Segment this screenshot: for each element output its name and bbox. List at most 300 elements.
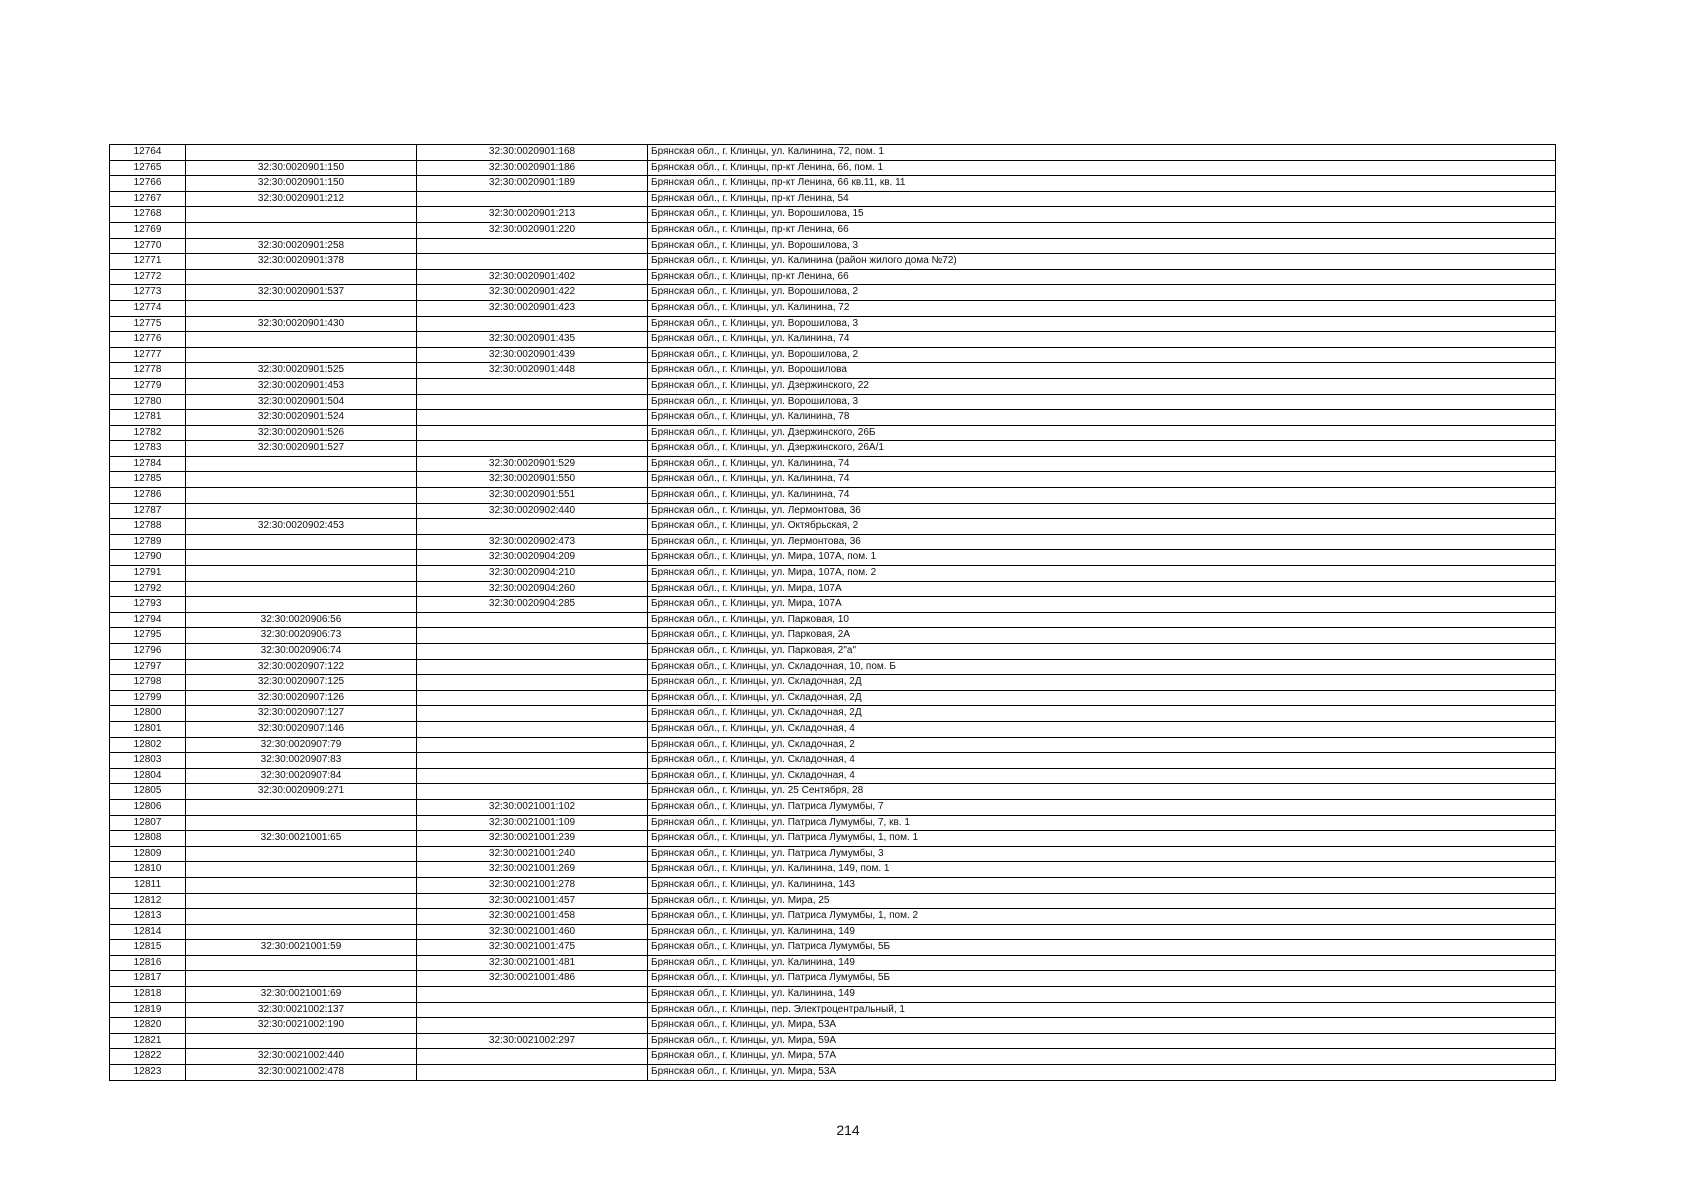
address-cell: Брянская обл., г. Клинцы, ул. Мира, 107А, пом. 1 (648, 550, 1556, 566)
row-number-cell: 12804 (110, 768, 186, 784)
address-cell: Брянская обл., г. Клинцы, ул. Патриса Лумумбы, 5Б (648, 971, 1556, 987)
table-row (110, 909, 1556, 925)
address-cell: Брянская обл., г. Клинцы, ул. Патриса Лумумбы, 5Б (648, 940, 1556, 956)
address-cell: Брянская обл., г. Клинцы, ул. Ворошилова, 3 (648, 238, 1556, 254)
object-cadastral-number-cell (417, 644, 648, 660)
address-cell: Брянская обл., г. Клинцы, ул. Ворошилова, 3 (648, 316, 1556, 332)
cadastral-number-cell (186, 456, 417, 472)
address-cell: Брянская обл., г. Клинцы, ул. Дзержинского, 26Б (648, 425, 1556, 441)
cadastral-number-cell (186, 815, 417, 831)
row-number-cell: 12807 (110, 815, 186, 831)
object-cadastral-number-cell: 32:30:0020901:448 (417, 363, 648, 379)
table-row (110, 410, 1556, 426)
address-cell: Брянская обл., г. Клинцы, ул. Калинина, 149 (648, 924, 1556, 940)
table-row (110, 316, 1556, 332)
object-cadastral-number-cell: 32:30:0020901:529 (417, 456, 648, 472)
address-cell: Брянская обл., г. Клинцы, ул. Калинина, 149 (648, 987, 1556, 1003)
row-number-cell: 12775 (110, 316, 186, 332)
table-row (110, 831, 1556, 847)
cadastral-number-cell (186, 347, 417, 363)
object-cadastral-number-cell (417, 1049, 648, 1065)
object-cadastral-number-cell (417, 254, 648, 270)
address-cell: Брянская обл., г. Клинцы, пр-кт Ленина, 66 кв.11, кв. 11 (648, 176, 1556, 192)
object-cadastral-number-cell (417, 410, 648, 426)
cadastral-number-cell (186, 581, 417, 597)
cadastral-number-cell: 32:30:0020907:83 (186, 753, 417, 769)
row-number-cell: 12808 (110, 831, 186, 847)
row-number-cell: 12817 (110, 971, 186, 987)
address-cell: Брянская обл., г. Клинцы, ул. Калинина, 72, пом. 1 (648, 145, 1556, 161)
cadastral-number-cell: 32:30:0020906:56 (186, 612, 417, 628)
object-cadastral-number-cell (417, 519, 648, 535)
object-cadastral-number-cell: 32:30:0020901:189 (417, 176, 648, 192)
cadastral-number-cell: 32:30:0021002:137 (186, 1002, 417, 1018)
address-cell: Брянская обл., г. Клинцы, ул. Октябрьская, 2 (648, 519, 1556, 535)
table-row (110, 721, 1556, 737)
table-row (110, 332, 1556, 348)
row-number-cell: 12770 (110, 238, 186, 254)
cadastral-number-cell (186, 971, 417, 987)
object-cadastral-number-cell (417, 1002, 648, 1018)
table-row (110, 160, 1556, 176)
address-cell: Брянская обл., г. Клинцы, ул. Дзержинского, 22 (648, 378, 1556, 394)
address-cell: Брянская обл., г. Клинцы, ул. Складочная, 2 (648, 737, 1556, 753)
row-number-cell: 12787 (110, 503, 186, 519)
object-cadastral-number-cell (417, 987, 648, 1003)
address-cell: Брянская обл., г. Клинцы, пр-кт Ленина, 66 (648, 222, 1556, 238)
cadastral-number-cell (186, 893, 417, 909)
object-cadastral-number-cell (417, 1065, 648, 1081)
row-number-cell: 12793 (110, 597, 186, 613)
row-number-cell: 12783 (110, 441, 186, 457)
cadastral-number-cell: 32:30:0020907:84 (186, 768, 417, 784)
table-row (110, 1002, 1556, 1018)
cadastral-number-cell (186, 503, 417, 519)
row-number-cell: 12820 (110, 1018, 186, 1034)
cadastral-number-cell: 32:30:0020907:122 (186, 659, 417, 675)
address-cell: Брянская обл., г. Клинцы, ул. Дзержинского, 26А/1 (648, 441, 1556, 457)
table-row (110, 924, 1556, 940)
object-cadastral-number-cell (417, 768, 648, 784)
row-number-cell: 12774 (110, 300, 186, 316)
object-cadastral-number-cell: 32:30:0020901:422 (417, 285, 648, 301)
cadastral-number-cell (186, 488, 417, 504)
table-row (110, 955, 1556, 971)
cadastral-number-cell: 32:30:0020907:146 (186, 721, 417, 737)
row-number-cell: 12798 (110, 675, 186, 691)
object-cadastral-number-cell: 32:30:0020901:550 (417, 472, 648, 488)
row-number-cell: 12790 (110, 550, 186, 566)
row-number-cell: 12815 (110, 940, 186, 956)
object-cadastral-number-cell: 32:30:0020902:440 (417, 503, 648, 519)
row-number-cell: 12803 (110, 753, 186, 769)
row-number-cell: 12819 (110, 1002, 186, 1018)
cadastral-number-cell: 32:30:0020901:258 (186, 238, 417, 254)
object-cadastral-number-cell (417, 1018, 648, 1034)
cadastral-number-cell (186, 799, 417, 815)
object-cadastral-number-cell (417, 238, 648, 254)
address-cell: Брянская обл., г. Клинцы, пр-кт Ленина, 66 (648, 269, 1556, 285)
cadastral-number-cell (186, 597, 417, 613)
cadastral-number-cell (186, 877, 417, 893)
object-cadastral-number-cell: 32:30:0020901:423 (417, 300, 648, 316)
table-row (110, 846, 1556, 862)
object-cadastral-number-cell (417, 378, 648, 394)
address-cell: Брянская обл., г. Клинцы, ул. Калинина, 74 (648, 488, 1556, 504)
table-row (110, 425, 1556, 441)
object-cadastral-number-cell: 32:30:0020901:186 (417, 160, 648, 176)
cadastral-number-cell: 32:30:0021001:65 (186, 831, 417, 847)
table-row (110, 612, 1556, 628)
address-cell: Брянская обл., г. Клинцы, ул. Калинина, 149, пом. 1 (648, 862, 1556, 878)
row-number-cell: 12802 (110, 737, 186, 753)
cadastral-number-cell (186, 145, 417, 161)
cadastral-number-cell (186, 1033, 417, 1049)
row-number-cell: 12773 (110, 285, 186, 301)
table-row (110, 394, 1556, 410)
row-number-cell: 12811 (110, 877, 186, 893)
table-row (110, 550, 1556, 566)
row-number-cell: 12765 (110, 160, 186, 176)
cadastral-number-cell: 32:30:0020901:150 (186, 160, 417, 176)
address-cell: Брянская обл., г. Клинцы, ул. Лермонтова, 36 (648, 503, 1556, 519)
address-cell: Брянская обл., г. Клинцы, ул. Мира, 53А (648, 1065, 1556, 1081)
address-cell: Брянская обл., г. Клинцы, ул. 25 Сентября, 28 (648, 784, 1556, 800)
object-cadastral-number-cell: 32:30:0021001:458 (417, 909, 648, 925)
table-row (110, 581, 1556, 597)
cadastral-number-cell (186, 300, 417, 316)
object-cadastral-number-cell: 32:30:0020901:435 (417, 332, 648, 348)
address-cell: Брянская обл., г. Клинцы, ул. Патриса Лумумбы, 7 (648, 799, 1556, 815)
row-number-cell: 12789 (110, 534, 186, 550)
cadastral-number-cell (186, 534, 417, 550)
address-cell: Брянская обл., г. Клинцы, ул. Ворошилова, 15 (648, 207, 1556, 223)
row-number-cell: 12764 (110, 145, 186, 161)
object-cadastral-number-cell: 32:30:0020904:285 (417, 597, 648, 613)
table-row (110, 940, 1556, 956)
address-cell: Брянская обл., г. Клинцы, ул. Калинина, 143 (648, 877, 1556, 893)
object-cadastral-number-cell: 32:30:0021001:109 (417, 815, 648, 831)
object-cadastral-number-cell: 32:30:0021001:102 (417, 799, 648, 815)
object-cadastral-number-cell (417, 659, 648, 675)
object-cadastral-number-cell: 32:30:0021001:460 (417, 924, 648, 940)
table-row (110, 222, 1556, 238)
cadastral-number-cell: 32:30:0021001:69 (186, 987, 417, 1003)
address-cell: Брянская обл., г. Клинцы, ул. Парковая, 2"а" (648, 644, 1556, 660)
cadastral-number-cell: 32:30:0020906:74 (186, 644, 417, 660)
table-row (110, 659, 1556, 675)
object-cadastral-number-cell: 32:30:0021001:486 (417, 971, 648, 987)
object-cadastral-number-cell: 32:30:0021001:278 (417, 877, 648, 893)
table-row (110, 363, 1556, 379)
row-number-cell: 12785 (110, 472, 186, 488)
row-number-cell: 12784 (110, 456, 186, 472)
row-number-cell: 12768 (110, 207, 186, 223)
table-row (110, 1018, 1556, 1034)
cadastral-number-cell: 32:30:0021002:190 (186, 1018, 417, 1034)
cadastral-number-cell: 32:30:0020901:537 (186, 285, 417, 301)
address-cell: Брянская обл., г. Клинцы, ул. Мира, 57А (648, 1049, 1556, 1065)
table-row (110, 176, 1556, 192)
address-cell: Брянская обл., г. Клинцы, ул. Патриса Лумумбы, 3 (648, 846, 1556, 862)
address-cell: Брянская обл., г. Клинцы, ул. Патриса Лумумбы, 7, кв. 1 (648, 815, 1556, 831)
cadastral-number-cell (186, 862, 417, 878)
object-cadastral-number-cell (417, 441, 648, 457)
cadastral-number-cell: 32:30:0020901:526 (186, 425, 417, 441)
row-number-cell: 12794 (110, 612, 186, 628)
cadastral-number-cell (186, 269, 417, 285)
table-row (110, 378, 1556, 394)
table-row (110, 971, 1556, 987)
row-number-cell: 12797 (110, 659, 186, 675)
table-row (110, 877, 1556, 893)
address-cell: Брянская обл., г. Клинцы, ул. Калинина (район жилого дома №72) (648, 254, 1556, 270)
object-cadastral-number-cell: 32:30:0021001:269 (417, 862, 648, 878)
cadastral-number-cell: 32:30:0021001:59 (186, 940, 417, 956)
cadastral-number-cell (186, 909, 417, 925)
cadastral-number-cell (186, 924, 417, 940)
object-cadastral-number-cell: 32:30:0020901:168 (417, 145, 648, 161)
address-cell: Брянская обл., г. Клинцы, ул. Калинина, 78 (648, 410, 1556, 426)
table-row (110, 534, 1556, 550)
object-cadastral-number-cell: 32:30:0021001:457 (417, 893, 648, 909)
cadastral-number-cell: 32:30:0021002:478 (186, 1065, 417, 1081)
object-cadastral-number-cell: 32:30:0020904:210 (417, 566, 648, 582)
address-cell: Брянская обл., г. Клинцы, ул. Ворошилова, 2 (648, 347, 1556, 363)
object-cadastral-number-cell (417, 737, 648, 753)
table-row (110, 675, 1556, 691)
table-row (110, 597, 1556, 613)
row-number-cell: 12788 (110, 519, 186, 535)
object-cadastral-number-cell (417, 612, 648, 628)
object-cadastral-number-cell: 32:30:0020901:402 (417, 269, 648, 285)
cadastral-number-cell: 32:30:0020909:271 (186, 784, 417, 800)
address-cell: Брянская обл., г. Клинцы, ул. Мира, 107А (648, 581, 1556, 597)
address-cell: Брянская обл., г. Клинцы, ул. Складочная, 2Д (648, 675, 1556, 691)
cadastral-number-cell: 32:30:0020901:504 (186, 394, 417, 410)
row-number-cell: 12781 (110, 410, 186, 426)
address-cell: Брянская обл., г. Клинцы, ул. Складочная, 2Д (648, 706, 1556, 722)
address-cell: Брянская обл., г. Клинцы, ул. Мира, 107А (648, 597, 1556, 613)
cadastral-number-cell (186, 846, 417, 862)
object-cadastral-number-cell (417, 690, 648, 706)
table-row (110, 815, 1556, 831)
row-number-cell: 12812 (110, 893, 186, 909)
row-number-cell: 12780 (110, 394, 186, 410)
registry-table (109, 144, 1556, 1081)
row-number-cell: 12813 (110, 909, 186, 925)
address-cell: Брянская обл., г. Клинцы, пер. Электроцентральный, 1 (648, 1002, 1556, 1018)
address-cell: Брянская обл., г. Клинцы, ул. Складочная, 4 (648, 768, 1556, 784)
table-row (110, 191, 1556, 207)
object-cadastral-number-cell (417, 784, 648, 800)
object-cadastral-number-cell: 32:30:0021002:297 (417, 1033, 648, 1049)
table-row (110, 737, 1556, 753)
table-row (110, 488, 1556, 504)
cadastral-number-cell: 32:30:0020901:524 (186, 410, 417, 426)
row-number-cell: 12777 (110, 347, 186, 363)
row-number-cell: 12779 (110, 378, 186, 394)
table-row (110, 472, 1556, 488)
table-row (110, 1033, 1556, 1049)
address-cell: Брянская обл., г. Клинцы, ул. Мира, 25 (648, 893, 1556, 909)
table-row (110, 644, 1556, 660)
address-cell: Брянская обл., г. Клинцы, ул. Калинина, 149 (648, 955, 1556, 971)
object-cadastral-number-cell: 32:30:0020901:213 (417, 207, 648, 223)
object-cadastral-number-cell (417, 628, 648, 644)
table-row (110, 503, 1556, 519)
row-number-cell: 12778 (110, 363, 186, 379)
row-number-cell: 12795 (110, 628, 186, 644)
table-row (110, 768, 1556, 784)
address-cell: Брянская обл., г. Клинцы, ул. Складочная, 4 (648, 753, 1556, 769)
object-cadastral-number-cell: 32:30:0021001:481 (417, 955, 648, 971)
cadastral-number-cell: 32:30:0020901:453 (186, 378, 417, 394)
table-row (110, 784, 1556, 800)
row-number-cell: 12791 (110, 566, 186, 582)
row-number-cell: 12766 (110, 176, 186, 192)
cadastral-number-cell: 32:30:0021002:440 (186, 1049, 417, 1065)
address-cell: Брянская обл., г. Клинцы, ул. Патриса Лумумбы, 1, пом. 1 (648, 831, 1556, 847)
table-row (110, 238, 1556, 254)
page-number: 214 (836, 1122, 860, 1138)
address-cell: Брянская обл., г. Клинцы, ул. Ворошилова, 3 (648, 394, 1556, 410)
row-number-cell: 12821 (110, 1033, 186, 1049)
row-number-cell: 12810 (110, 862, 186, 878)
row-number-cell: 12767 (110, 191, 186, 207)
row-number-cell: 12782 (110, 425, 186, 441)
table-row (110, 753, 1556, 769)
table-row (110, 1049, 1556, 1065)
cadastral-number-cell: 32:30:0020907:126 (186, 690, 417, 706)
cadastral-number-cell (186, 222, 417, 238)
address-cell: Брянская обл., г. Клинцы, ул. Складочная, 4 (648, 721, 1556, 737)
table-row (110, 987, 1556, 1003)
cadastral-number-cell: 32:30:0020901:527 (186, 441, 417, 457)
row-number-cell: 12823 (110, 1065, 186, 1081)
address-cell: Брянская обл., г. Клинцы, ул. Мира, 107А, пом. 2 (648, 566, 1556, 582)
object-cadastral-number-cell (417, 394, 648, 410)
row-number-cell: 12772 (110, 269, 186, 285)
row-number-cell: 12771 (110, 254, 186, 270)
address-cell: Брянская обл., г. Клинцы, ул. Складочная, 2Д (648, 690, 1556, 706)
cadastral-number-cell: 32:30:0020902:453 (186, 519, 417, 535)
table-row (110, 566, 1556, 582)
object-cadastral-number-cell (417, 191, 648, 207)
address-cell: Брянская обл., г. Клинцы, пр-кт Ленина, 54 (648, 191, 1556, 207)
row-number-cell: 12818 (110, 987, 186, 1003)
address-cell: Брянская обл., г. Клинцы, ул. Калинина, 72 (648, 300, 1556, 316)
cadastral-number-cell (186, 566, 417, 582)
row-number-cell: 12822 (110, 1049, 186, 1065)
address-cell: Брянская обл., г. Клинцы, ул. Мира, 59А (648, 1033, 1556, 1049)
cadastral-number-cell: 32:30:0020901:378 (186, 254, 417, 270)
cadastral-number-cell: 32:30:0020906:73 (186, 628, 417, 644)
cadastral-number-cell: 32:30:0020907:79 (186, 737, 417, 753)
address-cell: Брянская обл., г. Клинцы, ул. Патриса Лумумбы, 1, пом. 2 (648, 909, 1556, 925)
row-number-cell: 12792 (110, 581, 186, 597)
object-cadastral-number-cell: 32:30:0020901:439 (417, 347, 648, 363)
table-row (110, 347, 1556, 363)
object-cadastral-number-cell: 32:30:0021001:240 (417, 846, 648, 862)
object-cadastral-number-cell: 32:30:0020904:260 (417, 581, 648, 597)
object-cadastral-number-cell (417, 425, 648, 441)
address-cell: Брянская обл., г. Клинцы, ул. Ворошилова (648, 363, 1556, 379)
cadastral-number-cell (186, 955, 417, 971)
cadastral-number-cell: 32:30:0020907:127 (186, 706, 417, 722)
table-row (110, 207, 1556, 223)
cadastral-number-cell: 32:30:0020901:525 (186, 363, 417, 379)
object-cadastral-number-cell: 32:30:0020902:473 (417, 534, 648, 550)
object-cadastral-number-cell: 32:30:0020901:220 (417, 222, 648, 238)
table-row (110, 893, 1556, 909)
address-cell: Брянская обл., г. Клинцы, ул. Ворошилова, 2 (648, 285, 1556, 301)
table-row (110, 690, 1556, 706)
table-row (110, 285, 1556, 301)
row-number-cell: 12816 (110, 955, 186, 971)
row-number-cell: 12769 (110, 222, 186, 238)
object-cadastral-number-cell (417, 753, 648, 769)
table-row (110, 300, 1556, 316)
table-row (110, 441, 1556, 457)
address-cell: Брянская обл., г. Клинцы, ул. Калинина, 74 (648, 456, 1556, 472)
object-cadastral-number-cell: 32:30:0020901:551 (417, 488, 648, 504)
address-cell: Брянская обл., г. Клинцы, ул. Калинина, 74 (648, 472, 1556, 488)
object-cadastral-number-cell (417, 675, 648, 691)
address-cell: Брянская обл., г. Клинцы, ул. Парковая, 10 (648, 612, 1556, 628)
address-cell: Брянская обл., г. Клинцы, ул. Мира, 53А (648, 1018, 1556, 1034)
object-cadastral-number-cell: 32:30:0021001:239 (417, 831, 648, 847)
row-number-cell: 12809 (110, 846, 186, 862)
cadastral-number-cell (186, 472, 417, 488)
table-row (110, 456, 1556, 472)
row-number-cell: 12796 (110, 644, 186, 660)
table-row (110, 254, 1556, 270)
table-row (110, 628, 1556, 644)
object-cadastral-number-cell (417, 706, 648, 722)
object-cadastral-number-cell: 32:30:0021001:475 (417, 940, 648, 956)
cadastral-number-cell (186, 332, 417, 348)
table-row (110, 1065, 1556, 1081)
address-cell: Брянская обл., г. Клинцы, ул. Складочная, 10, пом. Б (648, 659, 1556, 675)
cadastral-number-cell: 32:30:0020907:125 (186, 675, 417, 691)
row-number-cell: 12805 (110, 784, 186, 800)
cadastral-number-cell: 32:30:0020901:150 (186, 176, 417, 192)
cadastral-number-cell: 32:30:0020901:430 (186, 316, 417, 332)
address-cell: Брянская обл., г. Клинцы, ул. Парковая, 2А (648, 628, 1556, 644)
object-cadastral-number-cell (417, 721, 648, 737)
registry-table-body (110, 145, 1556, 1081)
table-row (110, 145, 1556, 161)
cadastral-number-cell: 32:30:0020901:212 (186, 191, 417, 207)
row-number-cell: 12786 (110, 488, 186, 504)
row-number-cell: 12800 (110, 706, 186, 722)
row-number-cell: 12799 (110, 690, 186, 706)
address-cell: Брянская обл., г. Клинцы, ул. Калинина, 74 (648, 332, 1556, 348)
row-number-cell: 12814 (110, 924, 186, 940)
table-row (110, 269, 1556, 285)
cadastral-number-cell (186, 207, 417, 223)
table-row (110, 706, 1556, 722)
object-cadastral-number-cell: 32:30:0020904:209 (417, 550, 648, 566)
address-cell: Брянская обл., г. Клинцы, пр-кт Ленина, 66, пом. 1 (648, 160, 1556, 176)
table-row (110, 799, 1556, 815)
address-cell: Брянская обл., г. Клинцы, ул. Лермонтова, 36 (648, 534, 1556, 550)
table-row (110, 519, 1556, 535)
object-cadastral-number-cell (417, 316, 648, 332)
row-number-cell: 12806 (110, 799, 186, 815)
row-number-cell: 12776 (110, 332, 186, 348)
